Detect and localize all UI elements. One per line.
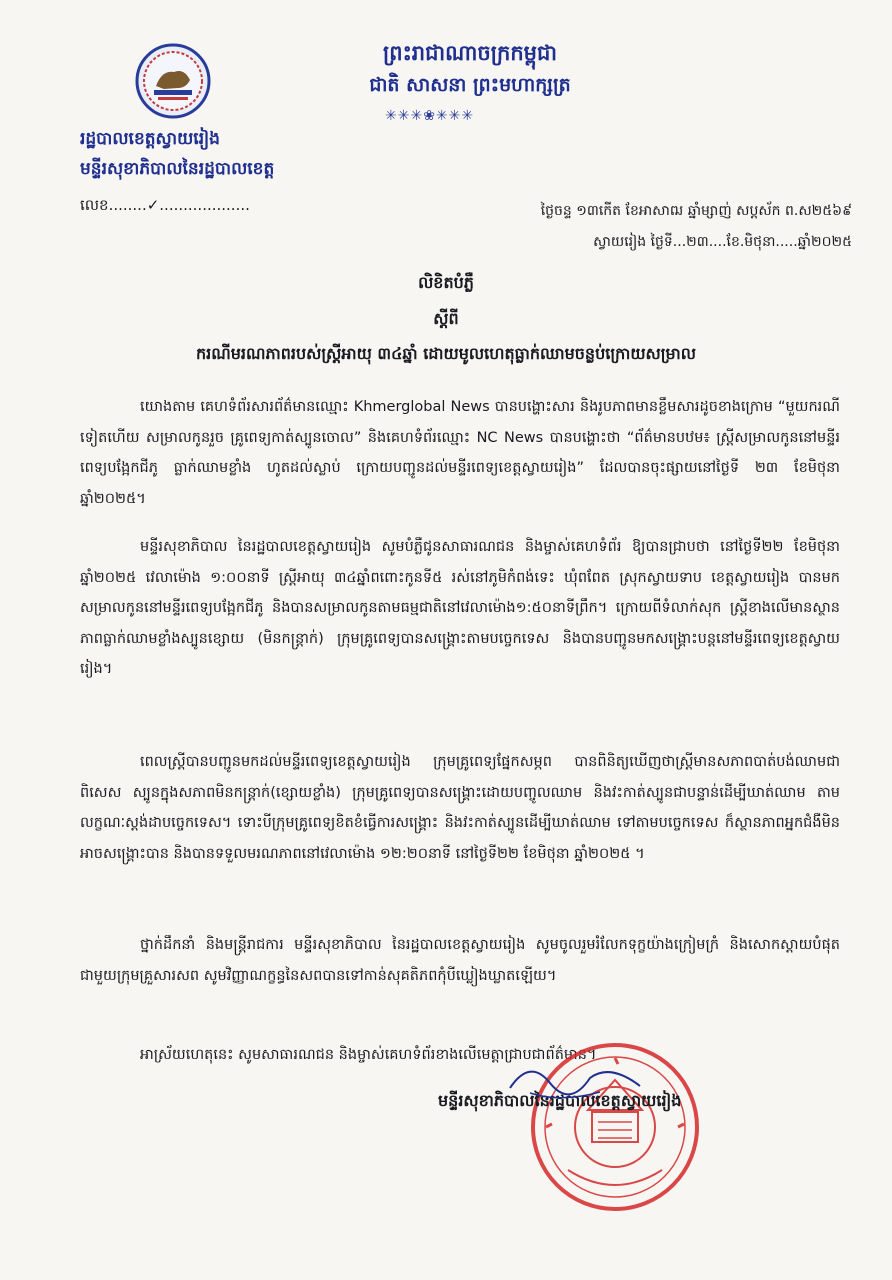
kingdom-heading (300, 36, 640, 100)
lunar-date: ថ្ងៃចន្ទ ១៣កើត ខែអាសាឍ ឆ្នាំម្សាញ់ សប្តស័ក ព.ស២៥៦៩ (540, 203, 852, 219)
paragraph-1: យោងតាម គេហទំព័រសារព័ត៌មានឈ្មោះ Khmerglobal News បានបង្ហោះសារ និងរូបភាពមានខ្លឹមសារដូចខាងក្រោម “មួយករណីទៀតហើយ សម្រាលកូនរួច គ្រូពេទ្យកាត់ស្បូនចោល” និងគេហទំព័រឈ្មោះ NC News បានបង្ហោះថា “ព័ត៌មានបឋម៖ ស្ត្រីសម្រាលកូននៅមន្ទីរពេទ្យបង្អែកជីភូ ធ្លាក់ឈាមខ្លាំង ហូតដល់ស្លាប់ ក្រោយបញ្ជូនដល់មន្ទីរពេទ្យខេត្តស្វាយរៀង” ដែលបានចុះផ្សាយនៅថ្ងៃទី ២៣ ខែមិថុនា ឆ្នាំ២០២៥។ (80, 399, 840, 507)
paragraph-5: អាស្រ័យហេតុនេះ សូមសាធារណជន និងម្ចាស់គេហទំព័រខាងលើមេត្តាជ្រាបជាព័ត៌មាន។ (140, 1047, 597, 1063)
kingdom-line: ព្រះរាជាណាចក្រកម្ពុជា (382, 41, 557, 65)
provincial-emblem-icon (134, 42, 212, 120)
paragraph-4: ថ្នាក់ដឹកនាំ និងមន្ត្រីរាជការ មន្ទីរសុខាភិបាល នៃរដ្ឋបាលខេត្តស្វាយរៀង សូមចូលរួមរំលែកទុក្ខយ៉ាងក្រៀមក្រំ និងសោកស្តាយបំផុតជាមួយក្រុមគ្រួសារសព សូមវិញ្ញាណក្ខន្ធនៃសពបានទៅកាន់សុគតិភពកុំបីឃ្លៀងឃ្លាតឡើយ។ (80, 937, 840, 984)
paragraph-3: ពេលស្ត្រីបានបញ្ជូនមកដល់មន្ទីរពេទ្យខេត្តស្វាយរៀង ក្រុមគ្រូពេទ្យផ្នែកសម្ភព បានពិនិត្យឃើញថាស្ត្រីមានសភាពបាត់បង់ឈាមជាពិសេស ស្បូនក្នុងសភាពមិនកន្ត្រាក់(ខ្សោយខ្លាំង) ក្រុមគ្រូពេទ្យបានសង្គ្រោះដោយបញ្ចូលឈាម និងវះកាត់ស្បូនជាបន្ទាន់ដើម្បីឃាត់ឈាម តាមលក្ខណៈស្តង់ដាបច្ចេកទេស។ ទោះបីក្រុមគ្រូពេទ្យខិតខំធ្វើការសង្គ្រោះ និងវះកាត់ស្បូនដើម្បីឃាត់ឈាម ទៅតាមបច្ចេកទេស ក៏ស្ថានភាពអ្នកជំងឺមិនអាចសង្គ្រោះបាន និងបានទទួលមរណភាពនៅវេលាម៉ោង ១២:២០នាទី នៅថ្ងៃទី២២ ខែមិថុនា ឆ្នាំ២០២៥ ។ (80, 754, 840, 862)
document-type: លិខិតបំភ្លឺ (418, 273, 474, 292)
handwritten-signature (500, 1048, 650, 1108)
concerning-label: ស្តីពី (433, 309, 459, 328)
issuer-line-province: រដ្ឋបាលខេត្តស្វាយរៀង (80, 129, 220, 149)
document-subject: ករណីមរណភាពរបស់ស្ត្រីអាយុ ៣៤ឆ្នាំ ដោយមូលហេតុធ្លាក់ឈាមចន្លប់ក្រោយសម្រាល (195, 344, 697, 363)
motto-line: ជាតិ សាសនា ព្រះមហាក្សត្រ (369, 74, 571, 96)
signer-name: មន្ទីរសុខាភិបាលនៃរដ្ឋបាលខេត្តស្វាយរៀង (438, 1091, 682, 1110)
ornament-divider: ✳✳✳❀✳✳✳ (385, 108, 475, 124)
date-block (412, 196, 852, 258)
issuer-block (80, 124, 274, 184)
reference-number: លេខ........✓................... (80, 196, 250, 214)
paragraph-2: មន្ទីរសុខាភិបាល នៃរដ្ឋបាលខេត្តស្វាយរៀង សូមបំភ្លឺជូនសាធារណជន និងម្ចាស់គេហទំព័រ ឱ្យបានជ្រាបថា នៅថ្ងៃទី២២ ខែមិថុនា ឆ្នាំ២០២៥ វេលាម៉ោង ១:០០នាទី ស្ត្រីអាយុ ៣៤ឆ្នាំពពោះកូនទី៥ រស់នៅភូមិកំពង់ទេះ ឃុំពពែត ស្រុកស្វាយទាប ខេត្តស្វាយរៀង បានមកសម្រាលកូននៅមន្ទីរពេទ្យបង្អែកជីភូ និងបានសម្រាលកូនតាមធម្មជាតិនៅវេលាម៉ោង១:៥០នាទីព្រឹក។ ក្រោយពីទំលាក់សុក ស្ត្រីខាងលើមានស្ថានភាពធ្លាក់ឈាមខ្លាំងស្បូនខ្សោយ (មិនកន្ត្រាក់) ក្រុមគ្រូពេទ្យបានសង្គ្រោះតាមបច្ចេកទេស និងបានបញ្ជូនមកសង្គ្រោះបន្តនៅមន្ទីរពេទ្យខេត្តស្វាយរៀង។ (80, 539, 840, 677)
solar-date: ស្វាយរៀង ថ្ងៃទី...២៣....ខែ.មិថុនា.....ឆ្នាំ២០២៥ (593, 234, 852, 250)
issuer-line-department: មន្ទីរសុខាភិបាលនៃរដ្ឋបាលខេត្ត (80, 159, 275, 179)
